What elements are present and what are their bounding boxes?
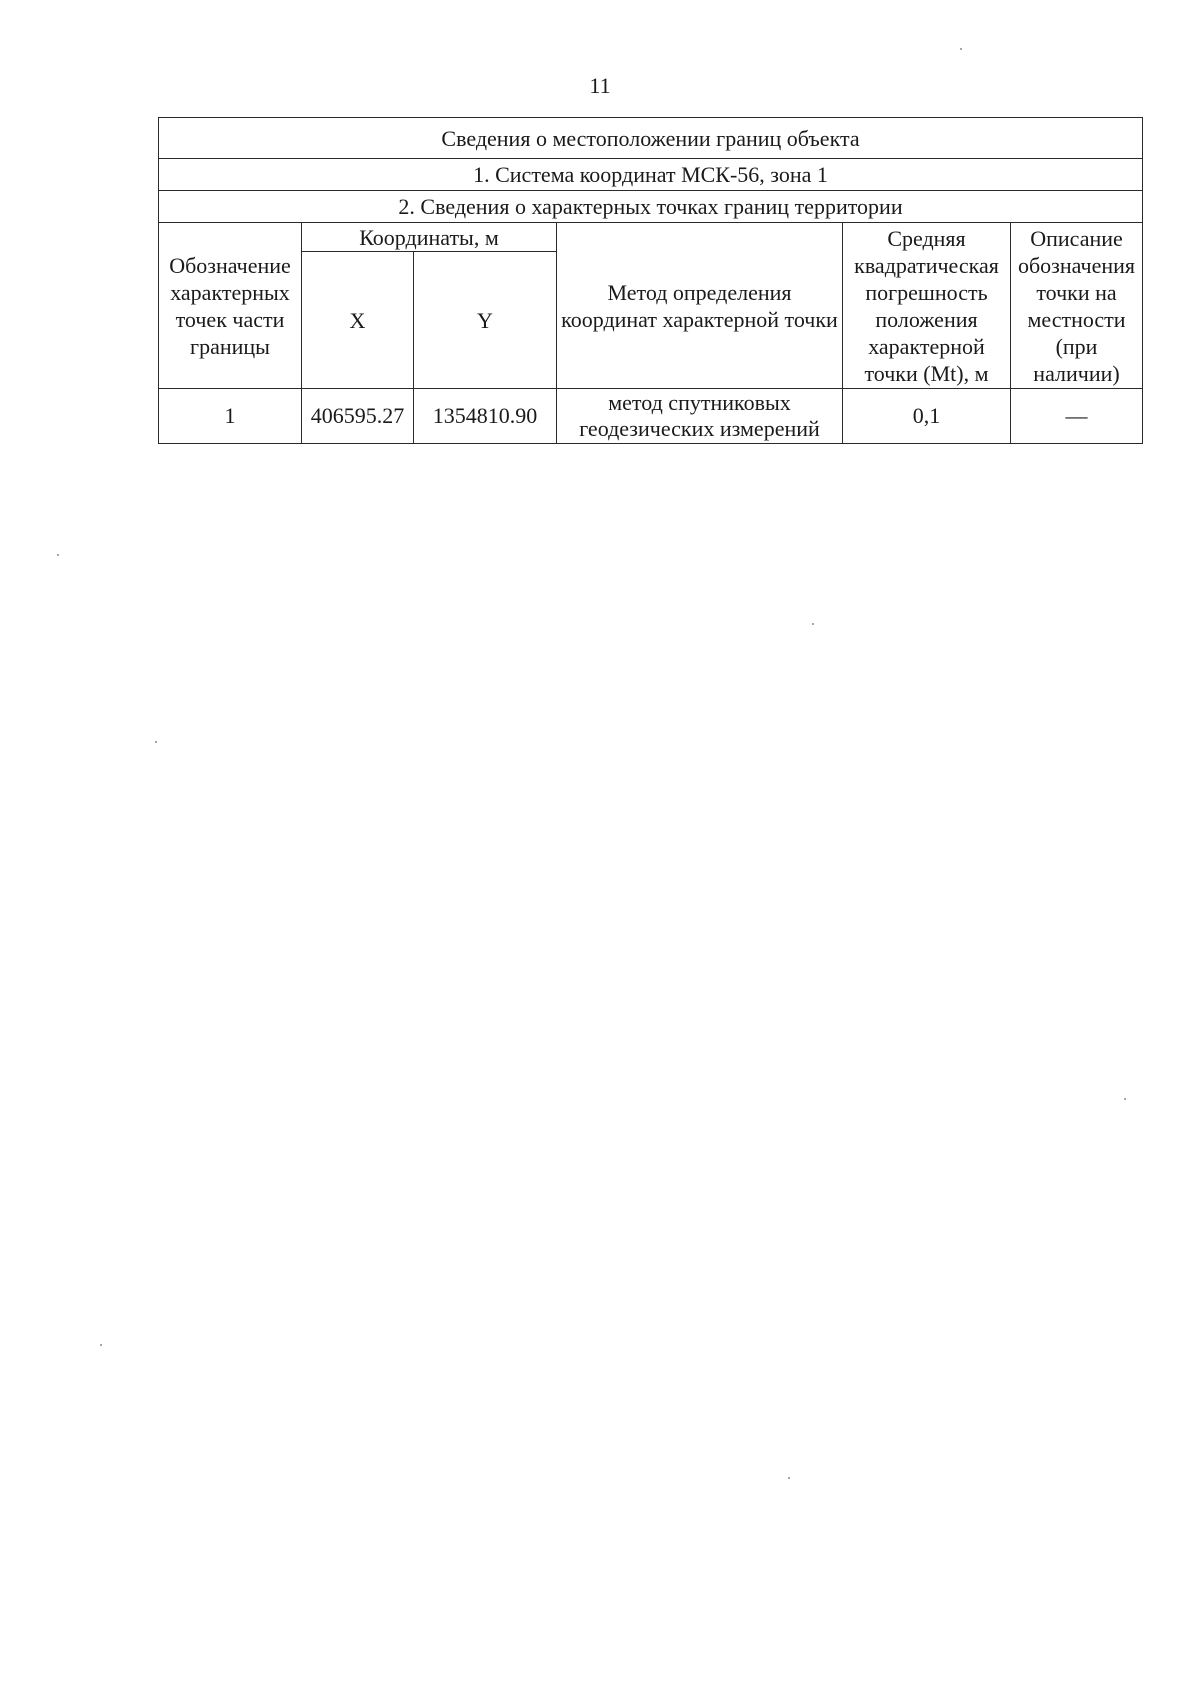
header-row-1 <box>159 223 1143 252</box>
header-description: Описание обозначения точки на местности (при наличии) <box>1011 223 1143 389</box>
scan-speck <box>812 623 814 625</box>
header-coordinates: Координаты, м <box>302 223 557 252</box>
cell-x: 406595.27 <box>302 389 414 444</box>
points-section-label: 2. Сведения о характерных точках границ территории <box>159 191 1143 223</box>
coordinate-system-label: 1. Система координат МСК-56, зона 1 <box>159 159 1143 191</box>
scan-speck <box>100 1344 102 1346</box>
table-title: Сведения о местоположении границ объекта <box>159 118 1143 159</box>
table-title-row <box>159 118 1143 159</box>
header-x: X <box>302 252 414 389</box>
header-method: Метод определения координат характерной точки <box>557 223 843 389</box>
scan-speck <box>1124 1098 1126 1100</box>
section2-row <box>159 191 1143 223</box>
scan-speck <box>960 48 962 50</box>
page-number: 11 <box>589 73 611 98</box>
header-y: Y <box>414 252 557 389</box>
boundary-coordinates-table <box>158 117 1143 444</box>
header-error: Средняя квадратическая погрешность положения характерной точки (Mt), м <box>843 223 1011 389</box>
cell-y: 1354810.90 <box>414 389 557 444</box>
scan-speck <box>155 741 157 743</box>
cell-method: метод спутниковых геодезических измерений <box>557 389 843 444</box>
cell-point: 1 <box>159 389 302 444</box>
table-row <box>159 389 1143 444</box>
cell-error: 0,1 <box>843 389 1011 444</box>
cell-description: — <box>1011 389 1143 444</box>
scan-speck <box>57 554 59 556</box>
header-designation: Обозначение характерных точек части границы <box>159 223 302 389</box>
scan-speck <box>788 1477 790 1479</box>
section1-row <box>159 159 1143 191</box>
